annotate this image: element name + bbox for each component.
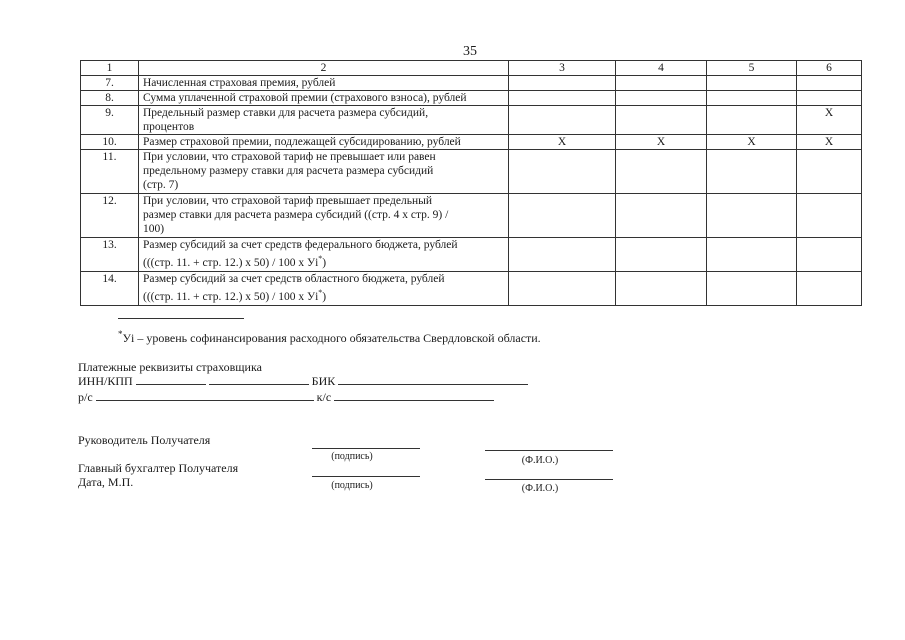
row-number: 10. <box>81 135 139 150</box>
column-header: 4 <box>616 61 707 76</box>
footnote-mark: * <box>118 329 123 339</box>
row-description-line: (((стр. 11. + стр. 12.) х 50) / 100 х Уi*) <box>143 254 327 269</box>
table-row <box>81 150 862 194</box>
inn-kpp-field[interactable] <box>136 374 206 385</box>
value-cell[interactable] <box>707 106 797 135</box>
column-header: 2 <box>139 61 509 76</box>
value-cell[interactable] <box>797 76 862 91</box>
value-cell[interactable] <box>616 238 707 272</box>
value-cell[interactable] <box>707 91 797 106</box>
row-description-line: Размер субсидий за счет средств федерального бюджета, рублей <box>143 239 458 251</box>
rs-label: р/с <box>78 390 93 404</box>
accountant-name-line[interactable] <box>485 479 613 480</box>
row-number: 8. <box>81 91 139 106</box>
value-cell[interactable] <box>707 150 797 194</box>
accountant-signature-caption: (подпись) <box>331 480 373 491</box>
row-number: 12. <box>81 194 139 238</box>
bik-label: БИК <box>311 374 336 388</box>
row-description-line: Размер субсидий за счет средств областного бюджета, рублей <box>143 273 445 285</box>
value-cell[interactable] <box>797 194 862 238</box>
row-number: 13. <box>81 238 139 272</box>
value-cell[interactable] <box>616 91 707 106</box>
table-row <box>81 76 862 91</box>
rs-field[interactable] <box>96 390 314 401</box>
head-signature-line[interactable] <box>312 448 420 449</box>
row-description <box>139 106 509 135</box>
row-description-line: 100) <box>143 223 165 235</box>
value-cell[interactable] <box>616 272 707 306</box>
row-number: 7. <box>81 76 139 91</box>
value-cell[interactable] <box>797 272 862 306</box>
accountant-signature-line[interactable] <box>312 476 420 477</box>
accountant-name-caption: (Ф.И.О.) <box>521 483 559 494</box>
value-cell[interactable] <box>616 194 707 238</box>
ks-label: к/с <box>316 390 332 404</box>
value-cell[interactable]: X <box>707 135 797 150</box>
row-description-line: При условии, что страховой тариф превышает предельный <box>143 195 432 207</box>
value-cell[interactable] <box>616 106 707 135</box>
row-description-line: Предельный размер ставки для расчета размера субсидий, <box>143 107 429 119</box>
ks-field[interactable] <box>334 390 494 401</box>
head-label: Руководитель Получателя <box>78 433 211 447</box>
table-row <box>81 194 862 238</box>
row-description-line: предельному размеру ставки для расчета размера субсидий <box>143 165 434 177</box>
inn-kpp-field-2[interactable] <box>209 374 309 385</box>
value-cell[interactable] <box>707 238 797 272</box>
head-signature-caption: (подпись) <box>331 451 373 462</box>
row-description-line: Начисленная страховая премия, рублей <box>143 77 336 89</box>
value-cell[interactable] <box>616 150 707 194</box>
row-description-line: Размер страховой премии, подлежащей субсидированию, рублей <box>143 136 461 148</box>
value-cell[interactable] <box>509 238 616 272</box>
table-row <box>81 91 862 106</box>
value-cell[interactable] <box>509 91 616 106</box>
rs-ks-row <box>78 390 494 405</box>
accountant-label: Главный бухгалтер Получателя <box>78 461 239 475</box>
bik-field[interactable] <box>338 374 528 385</box>
value-cell[interactable] <box>509 106 616 135</box>
value-cell[interactable]: X <box>797 106 862 135</box>
value-cell[interactable] <box>509 272 616 306</box>
row-description <box>139 150 509 194</box>
row-description-line: процентов <box>143 121 195 133</box>
value-cell[interactable] <box>509 150 616 194</box>
head-name-caption: (Ф.И.О.) <box>521 455 559 466</box>
column-header: 1 <box>81 61 139 76</box>
column-header: 3 <box>509 61 616 76</box>
value-cell[interactable] <box>509 76 616 91</box>
table-row <box>81 135 862 150</box>
row-description-line: (((стр. 11. + стр. 12.) х 50) / 100 х Уi*) <box>143 288 327 303</box>
inn-kpp-label: ИНН/КПП <box>78 374 133 388</box>
value-cell[interactable] <box>616 76 707 91</box>
inn-kpp-bik-row <box>78 374 528 389</box>
row-description <box>139 272 509 306</box>
page-number: 35 <box>463 44 477 59</box>
value-cell[interactable] <box>509 194 616 238</box>
footnote <box>118 329 541 346</box>
row-number: 11. <box>81 150 139 194</box>
value-cell[interactable] <box>707 194 797 238</box>
row-description-line: размер ставки для расчета размера субсидий ((стр. 4 х стр. 9) / <box>143 209 449 221</box>
table-row <box>81 238 862 272</box>
table-header-row <box>81 61 862 76</box>
subsidy-calculation-table <box>80 60 862 306</box>
row-number: 14. <box>81 272 139 306</box>
row-description-line: Сумма уплаченной страховой премии (страхового взноса), рублей <box>143 92 467 104</box>
row-description-line: При условии, что страховой тариф не превышает или равен <box>143 151 436 163</box>
value-cell[interactable]: X <box>509 135 616 150</box>
value-cell[interactable] <box>797 150 862 194</box>
footnote-separator <box>118 318 244 319</box>
row-description <box>139 194 509 238</box>
table-row <box>81 272 862 306</box>
row-description <box>139 76 509 91</box>
row-description <box>139 91 509 106</box>
row-number: 9. <box>81 106 139 135</box>
value-cell[interactable]: X <box>797 135 862 150</box>
head-name-line[interactable] <box>485 450 613 451</box>
value-cell[interactable]: X <box>616 135 707 150</box>
value-cell[interactable] <box>707 76 797 91</box>
column-header: 5 <box>707 61 797 76</box>
value-cell[interactable] <box>707 272 797 306</box>
table-row <box>81 106 862 135</box>
footnote-text: Уi – уровень софинансирования расходного обязательства Свердловской области. <box>122 331 541 345</box>
row-description <box>139 135 509 150</box>
date-label: Дата, М.П. <box>78 475 134 489</box>
row-description-line: (стр. 7) <box>143 179 179 191</box>
column-header: 6 <box>797 61 862 76</box>
value-cell[interactable] <box>797 91 862 106</box>
row-description <box>139 238 509 272</box>
value-cell[interactable] <box>797 238 862 272</box>
requisites-title: Платежные реквизиты страховщика <box>78 360 262 374</box>
